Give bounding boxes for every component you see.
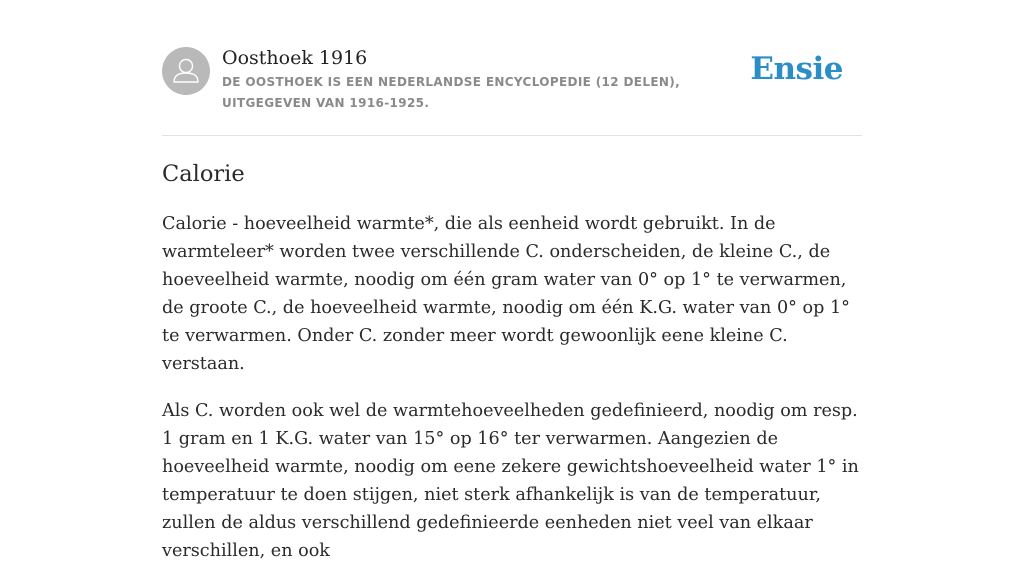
ensie-logo[interactable]: Ensie (750, 51, 843, 87)
source-title[interactable]: Oosthoek 1916 (222, 47, 368, 69)
article (162, 158, 868, 584)
article-paragraph: Calorie - hoeveelheid warmte*, die als eenheid wordt gebruikt. In de warmteleer* worden twee verschillende C. onderscheiden, de kleine C., de hoeveelheid warmte, noodig om één gram water van 0° op 1° te verwarmen, de groote C., de hoeveelheid warmte, noodig om één K.G. water van 0° op 1° te verwarmen. Onder C. zonder meer wordt gewoonlijk eene kleine C. verstaan. (162, 214, 850, 374)
user-avatar-icon[interactable] (162, 47, 210, 95)
article-paragraph: Als C. worden ook wel de warmtehoeveelheden gedefinieerd, noodig om resp. 1 gram en 1 K.G. water van 15° op 16° ter verwarmen. Aangezien de hoeveelheid warmte, noodig om eene zekere gewichtshoeveelheid water 1° in temperatuur te doen stijgen, niet sterk afhankelijk is van de temperatuur, zullen de aldus verschillend gedefinieerde eenheden niet veel van elkaar verschillen, en ook (162, 401, 859, 561)
article-title: Calorie (162, 161, 245, 187)
source-header (162, 46, 862, 136)
source-description: DE OOSTHOEK IS EEN NEDERLANDSE ENCYCLOPEDIE (12 DELEN), UITGEGEVEN VAN 1916-1925. (222, 75, 681, 110)
